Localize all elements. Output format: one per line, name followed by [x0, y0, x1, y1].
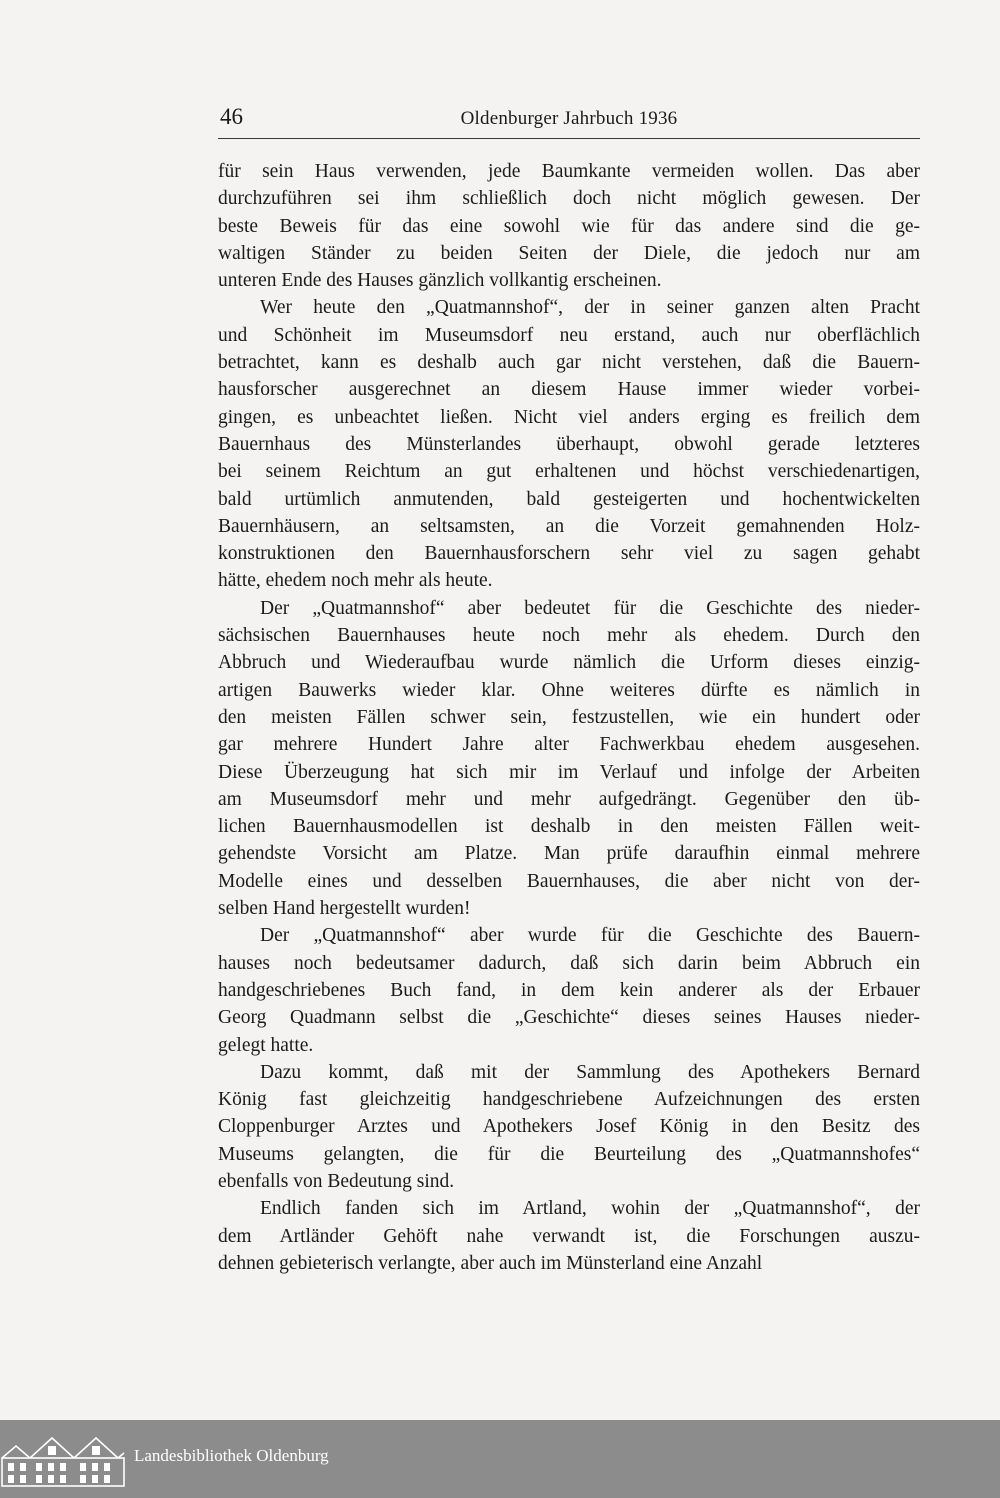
text-line: gar mehrere Hundert Jahre alter Fachwerkbau ehedem ausgesehen. — [218, 734, 920, 756]
text-line: Bauernhaus des Münsterlandes überhaupt, obwohl gerade letzteres — [218, 433, 920, 455]
text-line: selben Hand hergestellt wurden! — [218, 898, 471, 920]
library-building-icon — [0, 1428, 126, 1490]
text-line: Bauernhäusern, an seltsamsten, an die Vorzeit gemahnenden Holz- — [218, 515, 920, 537]
text-line: Der „Quatmannshof“ aber wurde für die Geschichte des Bauern- — [260, 925, 920, 947]
text-line: unteren Ende des Hauses gänzlich vollkantig erscheinen. — [218, 270, 662, 292]
running-title: Oldenburger Jahrbuch 1936 — [460, 108, 678, 129]
text-line: hauses noch bedeutsamer dadurch, daß sich darin beim Abbruch ein — [218, 952, 920, 974]
text-line: Georg Quadmann selbst die „Geschichte“ dieses seines Hauses nieder- — [218, 1007, 920, 1029]
text-line: Abbruch und Wiederaufbau wurde nämlich die Urform dieses einzig- — [218, 652, 920, 674]
text-line: bald urtümlich anmutenden, bald gesteigerten und hochentwickelten — [218, 488, 920, 510]
text-line: für sein Haus verwenden, jede Baumkante vermeiden wollen. Das aber — [218, 161, 920, 182]
text-line: Wer heute den „Quatmannshof“, der in seiner ganzen alten Pracht — [260, 297, 920, 319]
page-number: 46 — [220, 104, 243, 129]
text-line: König fast gleichzeitig handgeschriebene Aufzeichnungen des ersten — [218, 1089, 920, 1111]
paragraph — [218, 595, 920, 923]
text-line: artigen Bauwerks wieder klar. Ohne weiteres dürfte es nämlich in — [218, 679, 920, 701]
paragraph — [218, 294, 920, 594]
footer-bar — [0, 1420, 1000, 1498]
text-line: Museums gelangten, die für die Beurteilung des „Quatmannshofes“ — [218, 1143, 920, 1165]
text-line: Modelle eines und desselben Bauernhauses, die aber nicht von der- — [218, 870, 920, 892]
body-text — [218, 158, 920, 1277]
text-line: dem Artländer Gehöft nahe verwandt ist, die Forschungen auszu- — [218, 1225, 920, 1247]
text-line: am Museumsdorf mehr und mehr aufgedrängt. Gegenüber den üb- — [218, 788, 920, 810]
page-header — [218, 104, 920, 139]
text-line: Dazu kommt, daß mit der Sammlung des Apothekers Bernard — [260, 1061, 920, 1083]
text-line: Diese Überzeugung hat sich mir im Verlauf und infolge der Arbeiten — [218, 761, 920, 783]
paragraph — [218, 1195, 920, 1277]
text-line: ebenfalls von Bedeutung sind. — [218, 1170, 455, 1192]
text-line: betrachtet, kann es deshalb auch gar nicht verstehen, daß die Bauern- — [218, 352, 920, 374]
text-line: Endlich fanden sich im Artland, wohin der „Quatmannshof“, der — [260, 1198, 920, 1220]
paragraph — [218, 922, 920, 1058]
text-line: beste Beweis für das eine sowohl wie für das andere sind die ge- — [218, 215, 920, 237]
text-line: handgeschriebenes Buch fand, in dem kein anderer als der Erbauer — [218, 979, 920, 1001]
library-name: Landesbibliothek Oldenburg — [134, 1446, 329, 1465]
text-line: bei seinem Reichtum an gut erhaltenen und höchst verschiedenartigen, — [218, 461, 920, 483]
paragraph — [218, 158, 920, 294]
text-line: gelegt hatte. — [218, 1034, 314, 1056]
text-line: gingen, es unbeachtet ließen. Nicht viel anders erging es freilich dem — [218, 406, 920, 428]
text-line: lichen Bauernhausmodellen ist deshalb in den meisten Fällen weit- — [218, 816, 920, 838]
text-line: hausforscher ausgerechnet an diesem Hause immer wieder vorbei- — [218, 379, 920, 401]
text-line: Cloppenburger Arztes und Apothekers Josef König in den Besitz des — [218, 1116, 920, 1138]
text-line: dehnen gebieterisch verlangte, aber auch im Münsterland eine Anzahl — [218, 1252, 763, 1274]
text-line: den meisten Fällen schwer sein, festzustellen, wie ein hundert oder — [218, 706, 920, 728]
text-line: waltigen Ständer zu beiden Seiten der Diele, die jedoch nur am — [218, 242, 920, 264]
paragraph — [218, 1059, 920, 1195]
text-line: und Schönheit im Museumsdorf neu erstand, auch nur oberflächlich — [218, 324, 920, 346]
text-line: durchzuführen sei ihm schließlich doch nicht möglich gewesen. Der — [218, 188, 920, 210]
text-line: hätte, ehedem noch mehr als heute. — [218, 570, 493, 592]
text-line: gehendste Vorsicht am Platze. Man prüfe daraufhin einmal mehrere — [218, 843, 920, 865]
text-line: Der „Quatmannshof“ aber bedeutet für die Geschichte des nieder- — [260, 597, 920, 619]
text-line: konstruktionen den Bauernhausforschern sehr viel zu sagen gehabt — [218, 543, 920, 565]
text-line: sächsischen Bauernhauses heute noch mehr als ehedem. Durch den — [218, 625, 920, 647]
